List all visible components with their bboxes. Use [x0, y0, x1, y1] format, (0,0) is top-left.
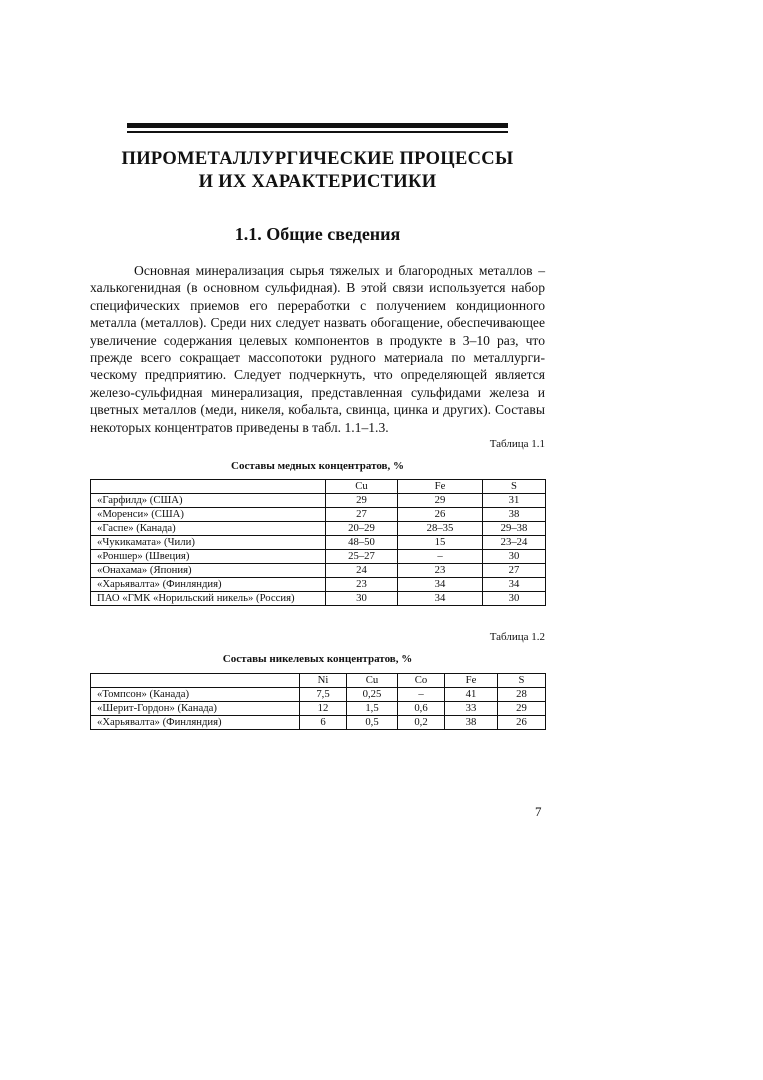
table-cell: 29–38 [483, 522, 546, 536]
table-cell: 38 [483, 508, 546, 522]
chapter-title-line2: И ИХ ХАРАКТЕРИСТИКИ [198, 172, 437, 192]
chapter-title-line1: ПИРОМЕТАЛЛУРГИЧЕСКИЕ ПРОЦЕССЫ [121, 149, 514, 169]
table1-header-cell [91, 480, 326, 494]
table2-header-row [91, 674, 546, 688]
table-row [91, 688, 546, 702]
table1 [90, 479, 546, 606]
table-cell: 0,6 [398, 702, 445, 716]
table-cell: 26 [398, 508, 483, 522]
table-cell: 34 [398, 592, 483, 606]
table-cell: «Онахама» (Япония) [91, 564, 326, 578]
table-row [91, 592, 546, 606]
table-cell: 15 [398, 536, 483, 550]
table1-caption: Составы медных концентратов, % [231, 460, 404, 472]
table-cell: – [398, 688, 445, 702]
table-cell: 23 [326, 578, 398, 592]
header-rule-thick [127, 123, 508, 128]
table-cell: 20–29 [326, 522, 398, 536]
table2-header-cell [91, 674, 300, 688]
table-cell: «Роншер» (Швеция) [91, 550, 326, 564]
table-row [91, 536, 546, 550]
table1-header-cell: Fe [398, 480, 483, 494]
table-cell: 12 [300, 702, 347, 716]
table-cell: 28 [498, 688, 546, 702]
table-cell: 25–27 [326, 550, 398, 564]
table-cell: 28–35 [398, 522, 483, 536]
table-cell: 27 [483, 564, 546, 578]
table-row [91, 550, 546, 564]
table-cell: ПАО «ГМК «Норильский никель» (Россия) [91, 592, 326, 606]
table-cell: 38 [445, 716, 498, 730]
table-cell: 34 [483, 578, 546, 592]
table2-header-cell: Cu [347, 674, 398, 688]
table-cell: 27 [326, 508, 398, 522]
table-cell: «Томпсон» (Канада) [91, 688, 300, 702]
table-cell: 29 [326, 494, 398, 508]
table-cell: 24 [326, 564, 398, 578]
page-number: 7 [535, 804, 542, 819]
table-cell: «Моренси» (США) [91, 508, 326, 522]
table-cell: 23–24 [483, 536, 546, 550]
table-row [91, 508, 546, 522]
table-cell: 33 [445, 702, 498, 716]
table2-header-cell: Co [398, 674, 445, 688]
table-cell: 30 [483, 550, 546, 564]
table-row [91, 522, 546, 536]
table-cell: 23 [398, 564, 483, 578]
table-cell: 29 [498, 702, 546, 716]
table-cell: «Чукикамата» (Чили) [91, 536, 326, 550]
chapter-title [90, 148, 545, 194]
table-cell: 29 [398, 494, 483, 508]
section-title: 1.1. Общие сведения [234, 224, 401, 244]
table-cell: «Шерит-Гордон» (Канада) [91, 702, 300, 716]
table-cell: 7,5 [300, 688, 347, 702]
table-cell: «Харьявалта» (Финляндия) [91, 716, 300, 730]
table-cell: 30 [483, 592, 546, 606]
table1-header-cell: Cu [326, 480, 398, 494]
table1-header-cell: S [483, 480, 546, 494]
table1-header-row [91, 480, 546, 494]
table-cell: 30 [326, 592, 398, 606]
table2-header-cell: Ni [300, 674, 347, 688]
table-row [91, 702, 546, 716]
table-cell: «Харьявалта» (Финляндия) [91, 578, 326, 592]
table-cell: 26 [498, 716, 546, 730]
table2-header-cell: S [498, 674, 546, 688]
table-cell: 31 [483, 494, 546, 508]
table2-label: Таблица 1.2 [489, 631, 545, 643]
table1-label: Таблица 1.1 [489, 438, 545, 450]
table-row [91, 716, 546, 730]
table-row [91, 494, 546, 508]
table-cell: 48–50 [326, 536, 398, 550]
table-cell: 6 [300, 716, 347, 730]
table-cell: 0,5 [347, 716, 398, 730]
table-cell: 34 [398, 578, 483, 592]
table2-caption: Составы никелевых концентратов, % [222, 653, 413, 665]
table-cell: «Гарфилд» (США) [91, 494, 326, 508]
table-row [91, 578, 546, 592]
table2 [90, 673, 546, 730]
body-paragraph: Основная минерализация сырья тяжелых и благородных металлов – халькогенидная (в основном сульфидная). В этой связи используется набор специфических приемов его переработки с получением кондиционного металла (металлов). Среди них следует назвать обогащение, обеспечивающее увеличение содержания целевых компонентов в продукте в 3–10 раз, что прежде всего сокращает массопотоки рудного материала по металлургическому предприятию. Следует подчеркнуть, что определяющей является железо-сульфидная минерализация, представленная сульфидами железа и цветных металлов (меди, никеля, кобальта, свинца, цинка и других). Составы некоторых концентратов приведены в табл. 1.1–1.3. [90, 263, 545, 435]
table-row [91, 564, 546, 578]
table-cell: – [398, 550, 483, 564]
table2-header-cell: Fe [445, 674, 498, 688]
table-cell: 0,2 [398, 716, 445, 730]
table-cell: «Гаспе» (Канада) [91, 522, 326, 536]
table-cell: 41 [445, 688, 498, 702]
table-cell: 0,25 [347, 688, 398, 702]
header-rule-thin [127, 131, 508, 133]
table-cell: 1,5 [347, 702, 398, 716]
